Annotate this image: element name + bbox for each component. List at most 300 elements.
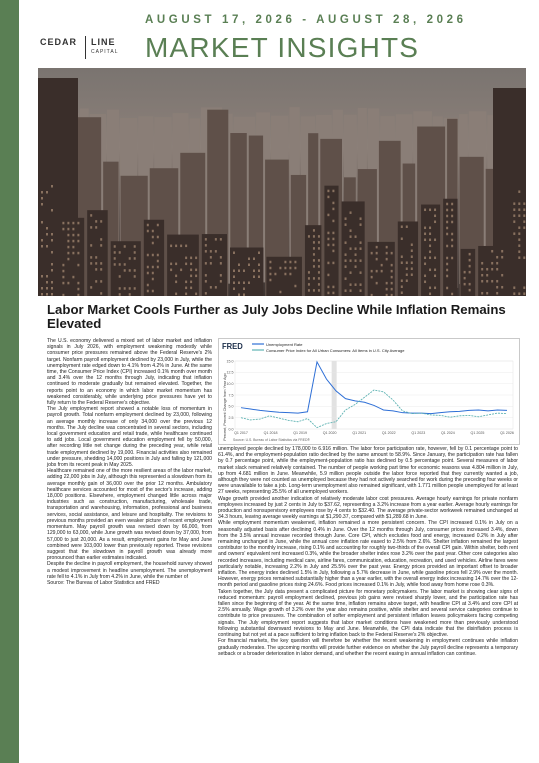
building-shape (233, 288, 235, 291)
building-shape (170, 245, 172, 248)
building-shape (220, 274, 222, 277)
building-shape (77, 264, 79, 267)
article-paragraph: unemployed people declined by 178,000 to 6.916 million. The labor force participation rate, however, fell by 0.1 percentage point to 61.4%, and the employment-population ratio declined by the same amount to 58.9%. Since January, the participation rate has fallen by 0.7 percentage point, while the employment-population ratio has declined by 0.5 percentage point. Several measures of labor market slack remained relatively contained. The number of people working part time for economic reasons was 4.804 million in July, up from 4.681 million in June. Meanwhile, 5.9 million people outside the labor force reported that they currently wanted a job, although they were not counted as unemployed because they had not actively searched for work during the preceding four weeks or were unavailable to take a job. Long-term unemployment also remained significant, with 1.771 million people unemployed for at least 27 weeks, representing 25.5% of all unemployed workers. (218, 446, 518, 496)
building-shape (446, 269, 448, 272)
building-shape (157, 236, 159, 239)
building-shape (501, 274, 503, 277)
building-shape (429, 239, 431, 242)
building-shape (446, 227, 448, 230)
building-shape (391, 276, 393, 279)
building-shape (355, 259, 357, 262)
building-shape (220, 262, 222, 265)
building-shape (360, 259, 362, 262)
building-shape (41, 197, 43, 200)
building-shape (284, 273, 286, 276)
building-shape (51, 239, 53, 242)
building-shape (100, 262, 102, 265)
building-shape (289, 261, 291, 264)
building-shape (355, 247, 357, 250)
building-shape (152, 272, 154, 275)
building-shape (90, 226, 92, 229)
article-paragraph: Despite the decline in payroll employment, the household survey showed a modest improvement in headline unemployment. The unemployment rate fell to 4.1% in July from 4.2% in June, while the number of (47, 561, 212, 580)
date-range: AUGUST 17, 2026 - AUGUST 28, 2026 (145, 14, 467, 26)
building-shape (77, 288, 79, 291)
building-shape (324, 186, 338, 296)
building-shape (147, 230, 149, 233)
building-shape (443, 199, 457, 296)
building-shape (434, 221, 436, 224)
building-shape (318, 247, 320, 250)
building-shape (469, 271, 471, 274)
building-shape (318, 289, 320, 292)
building-shape (190, 275, 192, 278)
building-shape (243, 270, 245, 273)
building-shape (429, 245, 431, 248)
building-shape (523, 256, 525, 259)
building-shape (95, 268, 97, 271)
building-shape (446, 275, 448, 278)
building-shape (170, 263, 172, 266)
x-tick-label: Q1 2020 (322, 431, 337, 435)
building-shape (72, 252, 74, 255)
building-shape (429, 209, 431, 212)
building-shape (350, 235, 352, 238)
building-shape (294, 267, 296, 270)
source-note: Source: The Bureau of Labor Statistics and FRED (47, 579, 160, 586)
building-shape (51, 263, 53, 266)
building-shape (513, 220, 515, 223)
x-tick-label: Q1 2017 (234, 431, 248, 435)
building-shape (513, 202, 515, 205)
building-shape (318, 271, 320, 274)
article-paragraph: Wage growth provided another indication of relatively moderate labor cost pressures. Average hourly earnings for private nonfarm employees increased by just 2 cents in July to $37.62, representing a 3.2% increase from a year earlier. Average hourly earnings for production and nonsupervisory employees rose by 4 cents to $32.40. The average private-sector workweek remained unchanged at 34.3 hours, leaving average weekly earnings at $1,290.37, compared with $1,289.68 in June. (218, 495, 518, 521)
building-shape (129, 257, 131, 260)
building-shape (429, 227, 431, 230)
building-shape (486, 280, 488, 283)
building-shape (429, 287, 431, 290)
sidebar-accent-bar (0, 0, 19, 763)
building-shape (518, 202, 520, 205)
building-shape (119, 263, 121, 266)
building-shape (424, 227, 426, 230)
building-shape (100, 244, 102, 247)
building-shape (360, 247, 362, 250)
building-shape (386, 288, 388, 291)
building-shape (77, 294, 79, 296)
building-shape (376, 282, 378, 285)
building-shape (371, 252, 373, 255)
building-shape (100, 268, 102, 271)
building-shape (238, 264, 240, 267)
building-shape (523, 286, 525, 289)
skyline-illustration (38, 68, 526, 296)
building-shape (451, 239, 453, 242)
building-shape (345, 217, 347, 220)
building-shape (46, 281, 48, 284)
building-shape (175, 275, 177, 278)
building-shape (464, 271, 466, 274)
building-shape (46, 227, 48, 230)
building-shape (451, 209, 453, 212)
building-shape (294, 285, 296, 288)
building-shape (327, 196, 329, 199)
building-shape (279, 291, 281, 294)
building-shape (491, 268, 493, 271)
logo-text-right: LINE (91, 37, 116, 47)
building-shape (518, 232, 520, 235)
building-shape (253, 276, 255, 279)
building-shape (77, 234, 79, 237)
building-shape (406, 267, 408, 270)
building-shape (386, 252, 388, 255)
building-shape (513, 208, 515, 211)
building-shape (434, 209, 436, 212)
building-shape (95, 280, 97, 283)
building-shape (469, 259, 471, 262)
building-shape (424, 257, 426, 260)
building-shape (152, 290, 154, 293)
building-shape (411, 273, 413, 276)
building-shape (318, 283, 320, 286)
building-shape (318, 259, 320, 262)
building-shape (51, 287, 53, 290)
building-shape (411, 267, 413, 270)
building-shape (446, 245, 448, 248)
building-shape (446, 209, 448, 212)
building-shape (134, 251, 136, 254)
building-shape (134, 275, 136, 278)
building-shape (210, 262, 212, 265)
building-shape (491, 262, 493, 265)
building-shape (513, 292, 515, 295)
building-shape (434, 287, 436, 290)
building-shape (345, 259, 347, 262)
building-shape (327, 262, 329, 265)
building-shape (481, 292, 483, 295)
building-shape (51, 209, 53, 212)
legend-label-unemployment: Unemployment Rate (266, 342, 303, 347)
y-axis-label: Percent, Percent Change from Year Ago (223, 373, 227, 441)
building-shape (41, 221, 43, 224)
x-tick-label: Q1 2025 (470, 431, 485, 435)
building-shape (67, 240, 69, 243)
building-shape (376, 270, 378, 273)
building-shape (518, 226, 520, 229)
x-tick-label: Q1 2026 (500, 431, 514, 435)
building-shape (51, 251, 53, 254)
building-shape (220, 280, 222, 283)
building-shape (493, 88, 526, 296)
building-shape (114, 251, 116, 254)
building-shape (313, 277, 315, 280)
building-shape (38, 78, 78, 296)
y-tick-label: 0.0 (228, 427, 234, 432)
building-shape (62, 270, 64, 273)
building-shape (464, 277, 466, 280)
building-shape (119, 287, 121, 290)
building-shape (481, 268, 483, 271)
building-shape (46, 275, 48, 278)
fred-logo-text: FRED (222, 341, 243, 352)
building-shape (451, 203, 453, 206)
building-shape (185, 257, 187, 260)
building-shape (345, 265, 347, 268)
building-shape (147, 272, 149, 275)
building-shape (67, 234, 69, 237)
building-shape (513, 232, 515, 235)
building-shape (332, 202, 334, 205)
building-shape (119, 293, 121, 296)
building-shape (401, 255, 403, 258)
building-shape (496, 268, 498, 271)
building-shape (51, 293, 53, 296)
building-shape (77, 282, 79, 285)
building-shape (215, 238, 217, 241)
logo-divider (85, 36, 86, 59)
fred-chart (218, 338, 520, 445)
building-shape (518, 238, 520, 241)
building-shape (501, 250, 503, 253)
building-shape (313, 241, 315, 244)
building-shape (51, 269, 53, 272)
building-shape (401, 237, 403, 240)
building-shape (401, 225, 403, 228)
building-shape (350, 247, 352, 250)
building-shape (147, 290, 149, 293)
article-paragraph: The July employment report showed a notable loss of momentum in payroll growth. Total nonfarm employment declined by 23,000, following an average monthly increase of only 34,000 over the previous 12 months. The July decline was concentrated in several sectors, including local government education and retail trade, while healthcare continued to add jobs. Local government education employment fell by 50,000, after recording little net change during the preceding year, while retail trade employment declined by 19,000. Financial activities also remained under pressure, shedding 14,000 positions in July and falling by 121,000 jobs from its recent peak in May 2025. (47, 406, 212, 469)
building-shape (175, 281, 177, 284)
building-shape (51, 281, 53, 284)
building-shape (41, 293, 43, 296)
chart-svg (219, 339, 519, 444)
building-shape (332, 238, 334, 241)
building-shape (100, 220, 102, 223)
building-shape (360, 289, 362, 292)
building-shape (434, 215, 436, 218)
building-shape (451, 215, 453, 218)
building-shape (195, 257, 197, 260)
building-shape (269, 261, 271, 264)
building-shape (332, 286, 334, 289)
building-shape (152, 254, 154, 256)
building-shape (424, 263, 426, 266)
building-shape (434, 257, 436, 260)
building-shape (72, 234, 74, 237)
legend-label-cpi: Consumer Price Index for All Urban Consumers: All Items in U.S. City Average (266, 348, 405, 353)
building-shape (269, 273, 271, 276)
building-shape (157, 254, 159, 256)
company-logo (40, 35, 130, 61)
building-shape (119, 275, 121, 278)
building-shape (451, 233, 453, 236)
building-shape (67, 246, 69, 249)
building-shape (274, 273, 276, 276)
building-shape (210, 256, 212, 259)
building-shape (129, 293, 131, 296)
building-shape (406, 279, 408, 282)
building-shape (46, 191, 48, 194)
building-shape (233, 276, 235, 279)
y-tick-label: 10.0 (226, 381, 234, 386)
building-shape (469, 265, 471, 268)
building-shape (124, 287, 126, 290)
building-shape (152, 266, 154, 269)
building-shape (429, 269, 431, 272)
building-shape (481, 274, 483, 277)
building-shape (124, 269, 126, 272)
building-shape (90, 262, 92, 265)
building-shape (481, 280, 483, 283)
building-shape (376, 252, 378, 255)
building-shape (318, 235, 320, 238)
building-shape (119, 251, 121, 254)
building-shape (332, 220, 334, 223)
building-shape (129, 287, 131, 290)
building-shape (496, 262, 498, 265)
building-shape (238, 270, 240, 273)
building-shape (77, 222, 79, 225)
building-shape (523, 202, 525, 205)
building-shape (41, 203, 43, 206)
building-shape (114, 257, 116, 260)
building-shape (350, 283, 352, 286)
building-shape (332, 232, 334, 235)
y-tick-label: 5.0 (228, 404, 234, 409)
y-tick-label: 15.0 (226, 359, 234, 364)
building-shape (446, 203, 448, 206)
building-shape (134, 287, 136, 290)
article-right-column (218, 446, 518, 657)
building-shape (518, 208, 520, 211)
article-paragraph: The U.S. economy delivered a mixed set of labor market and inflation signals in July 2026, with employment weakening modestly while consumer price pressures remained above the Federal Reserve's 2% target. Nonfarm payroll employment declined by 23,000 in July, while the unemployment rate edged down to 4.1% from 4.2% in June. At the same time, the Consumer Price Index (CPI) increased 0.1% month over month and 3.4% over the 12 months through July, indicating that inflation continued to moderate gradually but remained elevated. Together, the reports point to an economy in which labor market momentum has weakened considerably, while underlying price pressures have yet to fully return to the Federal Reserve's objective. (47, 338, 212, 407)
building-shape (461, 249, 476, 296)
building-shape (345, 241, 347, 244)
building-shape (205, 244, 207, 247)
building-shape (205, 292, 207, 295)
building-shape (190, 269, 192, 272)
building-shape (523, 292, 525, 295)
building-shape (406, 261, 408, 264)
building-shape (243, 282, 245, 285)
building-shape (350, 289, 352, 292)
x-tick-label: Q1 2021 (352, 431, 367, 435)
building-shape (350, 211, 352, 214)
building-shape (238, 294, 240, 296)
building-shape (72, 222, 74, 225)
building-shape (411, 255, 413, 258)
building-shape (67, 228, 69, 231)
building-shape (210, 286, 212, 289)
building-shape (469, 253, 471, 256)
building-shape (327, 286, 329, 289)
building-shape (446, 257, 448, 260)
building-shape (95, 262, 97, 265)
building-shape (62, 222, 64, 225)
building-shape (518, 292, 520, 295)
building-shape (371, 294, 373, 296)
building-shape (355, 265, 357, 268)
building-shape (51, 233, 53, 236)
building-shape (90, 286, 92, 289)
building-shape (424, 209, 426, 212)
building-shape (190, 263, 192, 266)
building-shape (429, 233, 431, 236)
building-shape (114, 245, 116, 248)
building-shape (518, 190, 520, 193)
building-shape (446, 221, 448, 224)
building-shape (523, 220, 525, 223)
building-shape (496, 292, 498, 295)
building-shape (308, 289, 310, 292)
building-shape (429, 251, 431, 254)
building-shape (486, 292, 488, 295)
building-shape (147, 254, 149, 256)
building-shape (429, 293, 431, 296)
building-shape (327, 232, 329, 235)
building-shape (220, 238, 222, 241)
building-shape (72, 228, 74, 231)
building-shape (332, 250, 334, 253)
building-shape (464, 283, 466, 286)
x-tick-label: Q1 2023 (411, 431, 426, 435)
building-shape (434, 239, 436, 242)
building-shape (332, 262, 334, 265)
building-shape (360, 217, 362, 220)
building-shape (233, 282, 235, 285)
building-shape (313, 259, 315, 262)
building-shape (496, 256, 498, 259)
building-shape (205, 274, 207, 277)
building-shape (243, 294, 245, 296)
building-shape (401, 285, 403, 288)
building-shape (185, 245, 187, 248)
building-shape (95, 256, 97, 259)
building-shape (446, 287, 448, 290)
building-shape (51, 185, 53, 188)
building-shape (518, 256, 520, 259)
building-shape (318, 241, 320, 244)
building-shape (90, 244, 92, 247)
building-shape (381, 270, 383, 273)
building-shape (62, 294, 64, 296)
building-shape (386, 258, 388, 261)
building-shape (355, 235, 357, 238)
building-shape (170, 269, 172, 272)
building-shape (434, 269, 436, 272)
building-shape (518, 214, 520, 217)
building-shape (180, 245, 182, 248)
building-shape (72, 240, 74, 243)
building-shape (190, 257, 192, 260)
building-shape (134, 257, 136, 260)
building-shape (157, 260, 159, 263)
building-shape (327, 274, 329, 277)
building-shape (279, 267, 281, 270)
building-shape (491, 250, 493, 253)
building-shape (185, 287, 187, 290)
building-shape (318, 277, 320, 280)
building-shape (411, 249, 413, 252)
building-shape (215, 250, 217, 253)
building-shape (391, 294, 393, 296)
building-shape (41, 275, 43, 278)
building-shape (355, 283, 357, 286)
building-shape (129, 269, 131, 272)
building-shape (360, 223, 362, 226)
building-shape (124, 263, 126, 266)
building-shape (446, 263, 448, 266)
building-shape (313, 235, 315, 238)
